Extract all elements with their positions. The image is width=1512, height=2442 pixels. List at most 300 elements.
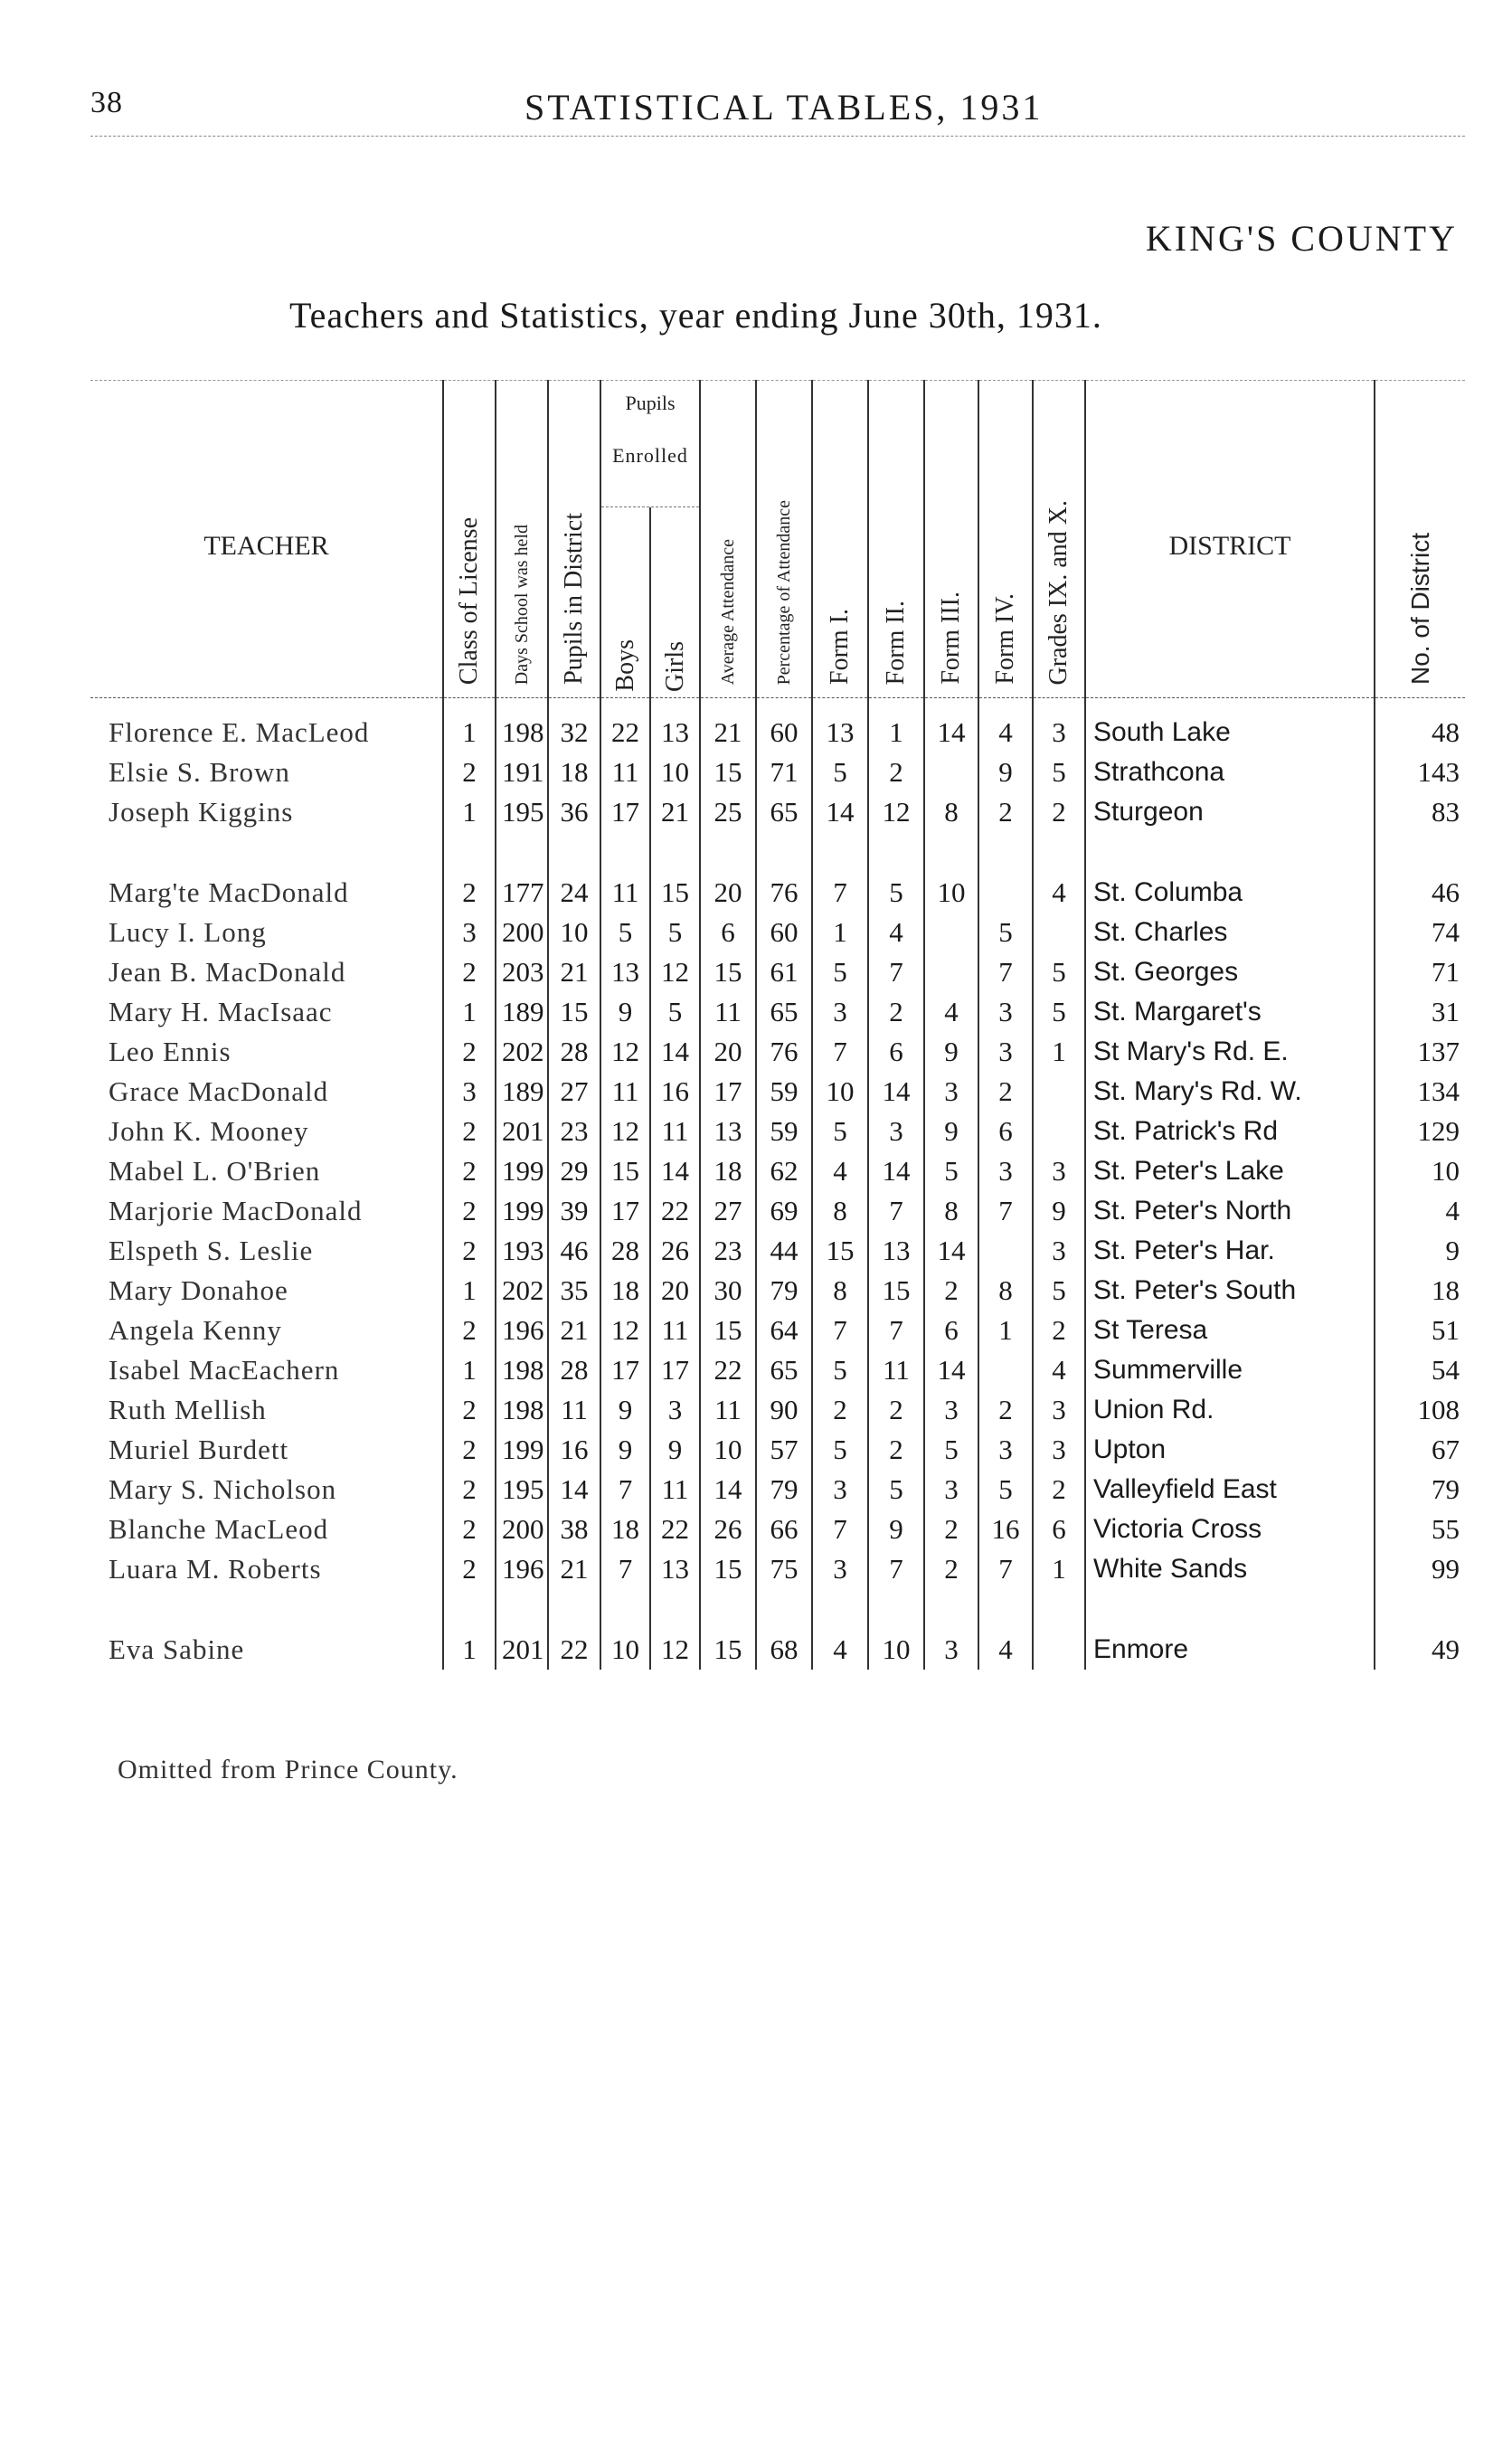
cell-f3: 8	[924, 792, 978, 832]
cell-f1: 10	[812, 1072, 868, 1112]
cell-f3: 5	[924, 1430, 978, 1470]
cell-f3: 10	[924, 873, 978, 913]
cell-gr: 2	[1033, 792, 1085, 832]
enrolled-caption: Enrolled	[612, 444, 688, 467]
cell-days: 202	[496, 1271, 548, 1311]
cell-f1: 8	[812, 1191, 868, 1231]
cell-pct: 60	[756, 913, 812, 952]
cell-days: 201	[496, 1630, 548, 1670]
cell-pupils: 18	[548, 752, 600, 792]
cell-license: 1	[443, 698, 496, 753]
table-row	[90, 873, 1465, 913]
cell-f2: 2	[868, 992, 924, 1032]
col-district-no: No. of District	[1375, 381, 1465, 698]
cell-pupils: 29	[548, 1151, 600, 1191]
cell-pct: 61	[756, 952, 812, 992]
table-row	[90, 1191, 1465, 1231]
cell-license: 1	[443, 992, 496, 1032]
cell-license: 2	[443, 1510, 496, 1549]
cell-boys: 11	[600, 1072, 650, 1112]
cell-no: 74	[1375, 913, 1465, 952]
cell-no: 4	[1375, 1191, 1465, 1231]
cell-f3: 14	[924, 1231, 978, 1271]
cell-f1: 13	[812, 698, 868, 753]
cell-pupils: 22	[548, 1630, 600, 1670]
cell-f4: 2	[978, 1072, 1033, 1112]
cell-f3: 9	[924, 1112, 978, 1151]
cell-district: St. Georges	[1085, 952, 1375, 992]
cell-f3: 5	[924, 1151, 978, 1191]
col-district: DISTRICT	[1085, 381, 1375, 698]
cell-f3: 6	[924, 1311, 978, 1350]
col-girls: Girls	[649, 507, 699, 697]
cell-pupils: 11	[548, 1390, 600, 1430]
cell-girls: 11	[650, 1311, 700, 1350]
cell-no: 51	[1375, 1311, 1465, 1350]
col-pct-attendance: Percentage of Attendance	[756, 381, 812, 698]
cell-f3: 14	[924, 1350, 978, 1390]
cell-f3: 3	[924, 1470, 978, 1510]
cell-f2: 2	[868, 1430, 924, 1470]
cell-girls: 12	[650, 952, 700, 992]
cell-pupils: 24	[548, 873, 600, 913]
cell-days: 193	[496, 1231, 548, 1271]
cell-f1: 7	[812, 873, 868, 913]
cell-avg: 15	[700, 752, 756, 792]
cell-boys: 9	[600, 1430, 650, 1470]
cell-license: 2	[443, 1231, 496, 1271]
cell-f2: 5	[868, 1470, 924, 1510]
cell-no: 54	[1375, 1350, 1465, 1390]
table-row	[90, 1390, 1465, 1430]
cell-gr: 3	[1033, 698, 1085, 753]
cell-gr: 9	[1033, 1191, 1085, 1231]
cell-pupils: 21	[548, 1549, 600, 1589]
cell-avg: 23	[700, 1231, 756, 1271]
cell-pct: 76	[756, 873, 812, 913]
cell-no: 48	[1375, 698, 1465, 753]
cell-gr: 3	[1033, 1151, 1085, 1191]
cell-no: 79	[1375, 1470, 1465, 1510]
table-row	[90, 698, 1465, 753]
cell-license: 1	[443, 792, 496, 832]
cell-boys: 5	[600, 913, 650, 952]
cell-district: St. Peter's Har.	[1085, 1231, 1375, 1271]
cell-pupils: 38	[548, 1510, 600, 1549]
cell-pct: 62	[756, 1151, 812, 1191]
cell-f1: 7	[812, 1311, 868, 1350]
cell-f2: 7	[868, 1311, 924, 1350]
table-row	[90, 1231, 1465, 1271]
col-form-3: Form III.	[924, 381, 978, 698]
cell-boys: 9	[600, 1390, 650, 1430]
cell-boys: 12	[600, 1311, 650, 1350]
col-pupils-enrolled	[600, 381, 700, 698]
cell-days: 198	[496, 698, 548, 753]
cell-pct: 59	[756, 1072, 812, 1112]
cell-avg: 10	[700, 1430, 756, 1470]
cell-teacher: Blanche MacLeod	[109, 1513, 329, 1545]
cell-district: St Teresa	[1085, 1311, 1375, 1350]
cell-boys: 22	[600, 698, 650, 753]
cell-f3: 3	[924, 1390, 978, 1430]
cell-avg: 6	[700, 913, 756, 952]
pupils-caption: Pupils	[625, 392, 676, 414]
statistics-table-wrapper	[90, 380, 1465, 1670]
cell-girls: 26	[650, 1231, 700, 1271]
cell-f4: 9	[978, 752, 1033, 792]
cell-gr: 5	[1033, 752, 1085, 792]
cell-license: 2	[443, 1470, 496, 1510]
cell-f3	[924, 952, 978, 992]
cell-no: 71	[1375, 952, 1465, 992]
cell-gr: 2	[1033, 1311, 1085, 1350]
cell-boys: 11	[600, 752, 650, 792]
group-spacer	[90, 832, 1465, 873]
cell-f1: 14	[812, 792, 868, 832]
cell-f4: 4	[978, 698, 1033, 753]
cell-girls: 16	[650, 1072, 700, 1112]
cell-district: St. Margaret's	[1085, 992, 1375, 1032]
cell-days: 199	[496, 1151, 548, 1191]
cell-days: 202	[496, 1032, 548, 1072]
cell-boys: 15	[600, 1151, 650, 1191]
cell-gr: 4	[1033, 873, 1085, 913]
cell-pct: 57	[756, 1430, 812, 1470]
cell-f4: 5	[978, 1470, 1033, 1510]
cell-f4: 16	[978, 1510, 1033, 1549]
cell-days: 199	[496, 1430, 548, 1470]
cell-gr: 5	[1033, 1271, 1085, 1311]
cell-avg: 15	[700, 1549, 756, 1589]
cell-days: 189	[496, 1072, 548, 1112]
col-boys: Boys	[610, 639, 639, 692]
cell-f2: 4	[868, 913, 924, 952]
cell-no: 9	[1375, 1231, 1465, 1271]
cell-pct: 65	[756, 992, 812, 1032]
cell-pupils: 21	[548, 952, 600, 992]
cell-girls: 17	[650, 1350, 700, 1390]
cell-district: Strathcona	[1085, 752, 1375, 792]
table-subtitle: Teachers and Statistics, year ending June 30th, 1931.	[289, 295, 1102, 336]
table-row	[90, 1430, 1465, 1470]
col-teacher: TEACHER	[203, 531, 329, 561]
cell-no: 129	[1375, 1112, 1465, 1151]
cell-days: 198	[496, 1390, 548, 1430]
cell-f1: 1	[812, 913, 868, 952]
cell-pupils: 28	[548, 1032, 600, 1072]
cell-pct: 71	[756, 752, 812, 792]
cell-days: 195	[496, 792, 548, 832]
cell-avg: 20	[700, 1032, 756, 1072]
cell-gr: 4	[1033, 1350, 1085, 1390]
cell-f2: 9	[868, 1510, 924, 1549]
page-header	[90, 86, 1465, 131]
cell-license: 3	[443, 1072, 496, 1112]
cell-pct: 44	[756, 1231, 812, 1271]
cell-gr: 5	[1033, 952, 1085, 992]
cell-pct: 66	[756, 1510, 812, 1549]
table-row	[90, 1072, 1465, 1112]
cell-f2: 7	[868, 1549, 924, 1589]
cell-teacher: Angela Kenny	[109, 1314, 282, 1346]
cell-pct: 65	[756, 792, 812, 832]
cell-no: 83	[1375, 792, 1465, 832]
cell-district: Union Rd.	[1085, 1390, 1375, 1430]
cell-pct: 64	[756, 1311, 812, 1350]
cell-avg: 30	[700, 1271, 756, 1311]
cell-f1: 5	[812, 1430, 868, 1470]
cell-f1: 5	[812, 752, 868, 792]
cell-boys: 7	[600, 1549, 650, 1589]
cell-f2: 1	[868, 698, 924, 753]
cell-f4: 2	[978, 792, 1033, 832]
cell-district: St. Columba	[1085, 873, 1375, 913]
cell-pct: 65	[756, 1350, 812, 1390]
cell-pct: 60	[756, 698, 812, 753]
cell-f4	[978, 873, 1033, 913]
table-row	[90, 1151, 1465, 1191]
table-row	[90, 1470, 1465, 1510]
cell-gr	[1033, 1112, 1085, 1151]
cell-pupils: 10	[548, 913, 600, 952]
cell-teacher: Florence E. MacLeod	[109, 716, 370, 748]
cell-f2: 14	[868, 1072, 924, 1112]
col-grades: Grades IX. and X.	[1033, 381, 1085, 698]
cell-license: 2	[443, 1032, 496, 1072]
cell-avg: 13	[700, 1112, 756, 1151]
cell-district: St. Peter's South	[1085, 1271, 1375, 1311]
cell-f1: 5	[812, 1350, 868, 1390]
cell-f3	[924, 752, 978, 792]
cell-girls: 15	[650, 873, 700, 913]
col-form-4: Form IV.	[978, 381, 1033, 698]
cell-f4: 3	[978, 1032, 1033, 1072]
cell-teacher: Marg'te MacDonald	[109, 876, 349, 908]
cell-teacher: Ruth Mellish	[109, 1394, 267, 1425]
cell-f3: 9	[924, 1032, 978, 1072]
cell-f3: 2	[924, 1271, 978, 1311]
cell-f3: 3	[924, 1072, 978, 1112]
cell-avg: 21	[700, 698, 756, 753]
cell-girls: 20	[650, 1271, 700, 1311]
cell-gr: 1	[1033, 1032, 1085, 1072]
cell-pct: 59	[756, 1112, 812, 1151]
cell-license: 2	[443, 1151, 496, 1191]
cell-teacher: Eva Sabine	[109, 1633, 245, 1665]
cell-days: 196	[496, 1311, 548, 1350]
cell-days: 200	[496, 1510, 548, 1549]
cell-pupils: 28	[548, 1350, 600, 1390]
cell-teacher: Marjorie MacDonald	[109, 1195, 363, 1226]
cell-no: 67	[1375, 1430, 1465, 1470]
cell-f4: 2	[978, 1390, 1033, 1430]
cell-f1: 3	[812, 1470, 868, 1510]
cell-f3: 3	[924, 1630, 978, 1670]
cell-district: South Lake	[1085, 698, 1375, 753]
cell-f4	[978, 1231, 1033, 1271]
cell-license: 1	[443, 1630, 496, 1670]
cell-f2: 2	[868, 752, 924, 792]
cell-no: 137	[1375, 1032, 1465, 1072]
cell-avg: 14	[700, 1470, 756, 1510]
cell-gr	[1033, 913, 1085, 952]
cell-f4: 7	[978, 1549, 1033, 1589]
cell-f2: 12	[868, 792, 924, 832]
cell-days: 198	[496, 1350, 548, 1390]
cell-district: Enmore	[1085, 1630, 1375, 1670]
col-form-2: Form II.	[868, 381, 924, 698]
cell-days: 201	[496, 1112, 548, 1151]
cell-license: 2	[443, 752, 496, 792]
table-row	[90, 952, 1465, 992]
cell-girls: 14	[650, 1151, 700, 1191]
cell-gr: 5	[1033, 992, 1085, 1032]
cell-girls: 22	[650, 1510, 700, 1549]
statistics-table	[90, 380, 1465, 1670]
cell-f1: 5	[812, 1112, 868, 1151]
cell-license: 2	[443, 1390, 496, 1430]
cell-days: 191	[496, 752, 548, 792]
cell-district: Upton	[1085, 1430, 1375, 1470]
cell-district: St. Peter's Lake	[1085, 1151, 1375, 1191]
cell-pct: 68	[756, 1630, 812, 1670]
cell-boys: 12	[600, 1032, 650, 1072]
cell-girls: 22	[650, 1191, 700, 1231]
table-row	[90, 1032, 1465, 1072]
cell-pupils: 15	[548, 992, 600, 1032]
cell-f3: 14	[924, 698, 978, 753]
county-heading: KING'S COUNTY	[1145, 218, 1458, 259]
cell-no: 108	[1375, 1390, 1465, 1430]
cell-teacher: John K. Mooney	[109, 1115, 309, 1147]
cell-license: 2	[443, 952, 496, 992]
cell-boys: 18	[600, 1510, 650, 1549]
cell-avg: 15	[700, 1630, 756, 1670]
cell-pupils: 23	[548, 1112, 600, 1151]
cell-no: 10	[1375, 1151, 1465, 1191]
cell-f1: 15	[812, 1231, 868, 1271]
cell-girls: 5	[650, 913, 700, 952]
cell-district: St. Patrick's Rd	[1085, 1112, 1375, 1151]
cell-boys: 7	[600, 1470, 650, 1510]
cell-boys: 28	[600, 1231, 650, 1271]
cell-f2: 15	[868, 1271, 924, 1311]
cell-boys: 12	[600, 1112, 650, 1151]
header-rule	[90, 136, 1465, 137]
cell-days: 177	[496, 873, 548, 913]
cell-gr: 2	[1033, 1470, 1085, 1510]
cell-gr: 3	[1033, 1390, 1085, 1430]
cell-girls: 11	[650, 1470, 700, 1510]
table-row	[90, 1271, 1465, 1311]
cell-avg: 15	[700, 952, 756, 992]
cell-f1: 7	[812, 1032, 868, 1072]
cell-avg: 18	[700, 1151, 756, 1191]
cell-days: 200	[496, 913, 548, 952]
col-form-1: Form I.	[812, 381, 868, 698]
cell-boys: 11	[600, 873, 650, 913]
cell-f1: 8	[812, 1271, 868, 1311]
cell-days: 195	[496, 1470, 548, 1510]
cell-f2: 14	[868, 1151, 924, 1191]
cell-teacher: Mary H. MacIsaac	[109, 996, 333, 1027]
cell-district: St. Mary's Rd. W.	[1085, 1072, 1375, 1112]
cell-avg: 20	[700, 873, 756, 913]
cell-f1: 4	[812, 1630, 868, 1670]
cell-girls: 13	[650, 1549, 700, 1589]
cell-f1: 3	[812, 992, 868, 1032]
cell-f1: 3	[812, 1549, 868, 1589]
cell-f2: 7	[868, 952, 924, 992]
cell-f4: 8	[978, 1271, 1033, 1311]
cell-boys: 13	[600, 952, 650, 992]
cell-f3: 2	[924, 1510, 978, 1549]
cell-f4: 7	[978, 952, 1033, 992]
cell-license: 2	[443, 1112, 496, 1151]
cell-f2: 5	[868, 873, 924, 913]
cell-teacher: Mary S. Nicholson	[109, 1473, 337, 1505]
cell-gr: 6	[1033, 1510, 1085, 1549]
cell-f4	[978, 1350, 1033, 1390]
cell-district: Summerville	[1085, 1350, 1375, 1390]
cell-no: 143	[1375, 752, 1465, 792]
cell-girls: 9	[650, 1430, 700, 1470]
footnote: Omitted from Prince County.	[118, 1755, 458, 1784]
table-row	[90, 913, 1465, 952]
cell-avg: 27	[700, 1191, 756, 1231]
cell-teacher: Grace MacDonald	[109, 1075, 329, 1107]
cell-avg: 11	[700, 992, 756, 1032]
cell-pct: 79	[756, 1271, 812, 1311]
cell-license: 2	[443, 1549, 496, 1589]
cell-f4: 3	[978, 1151, 1033, 1191]
cell-f3: 2	[924, 1549, 978, 1589]
cell-f2: 6	[868, 1032, 924, 1072]
cell-license: 2	[443, 1311, 496, 1350]
table-body	[90, 698, 1465, 1671]
page-number: 38	[90, 86, 123, 119]
cell-teacher: Luara M. Roberts	[109, 1553, 322, 1585]
cell-district: White Sands	[1085, 1549, 1375, 1589]
cell-f4: 4	[978, 1630, 1033, 1670]
cell-no: 99	[1375, 1549, 1465, 1589]
cell-f2: 2	[868, 1390, 924, 1430]
cell-avg: 22	[700, 1350, 756, 1390]
cell-f4: 5	[978, 913, 1033, 952]
cell-gr: 3	[1033, 1231, 1085, 1271]
running-title: STATISTICAL TABLES, 1931	[524, 87, 1044, 128]
cell-f4: 3	[978, 992, 1033, 1032]
cell-f1: 4	[812, 1151, 868, 1191]
cell-f4: 6	[978, 1112, 1033, 1151]
cell-pct: 79	[756, 1470, 812, 1510]
cell-no: 46	[1375, 873, 1465, 913]
cell-days: 196	[496, 1549, 548, 1589]
cell-district: St Mary's Rd. E.	[1085, 1032, 1375, 1072]
cell-district: Valleyfield East	[1085, 1470, 1375, 1510]
cell-f1: 2	[812, 1390, 868, 1430]
cell-f1: 7	[812, 1510, 868, 1549]
cell-license: 2	[443, 873, 496, 913]
cell-f3: 8	[924, 1191, 978, 1231]
cell-teacher: Jean B. MacDonald	[109, 956, 346, 988]
cell-girls: 5	[650, 992, 700, 1032]
table-row	[90, 1112, 1465, 1151]
cell-boys: 17	[600, 1350, 650, 1390]
cell-girls: 12	[650, 1630, 700, 1670]
cell-teacher: Leo Ennis	[109, 1036, 232, 1067]
